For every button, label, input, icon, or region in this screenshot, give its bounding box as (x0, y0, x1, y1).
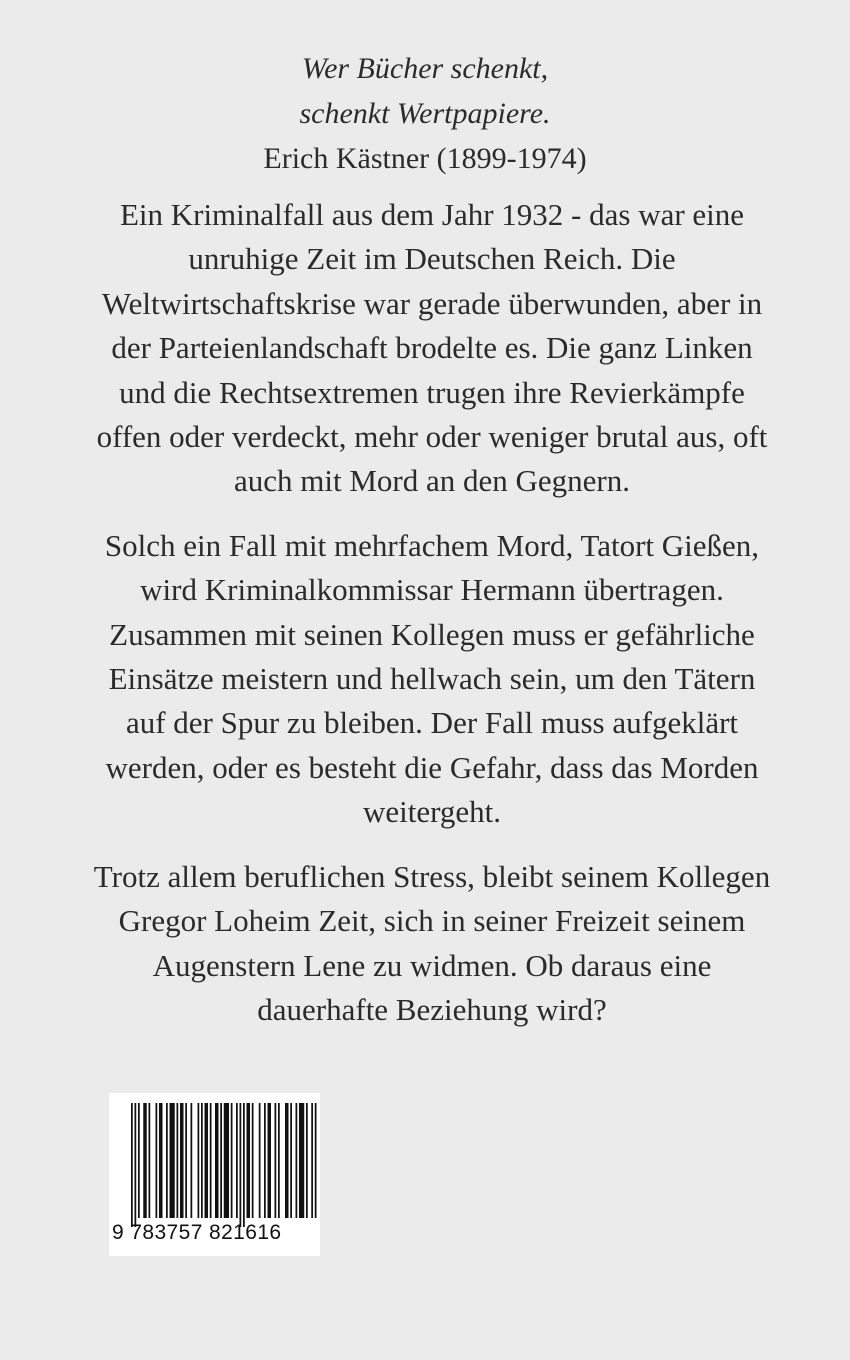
barcode-bar (243, 1103, 245, 1227)
barcode-bar (296, 1103, 298, 1218)
barcode-bar (240, 1103, 242, 1227)
barcode-bar (156, 1103, 158, 1218)
barcode-bar (268, 1103, 272, 1218)
barcode-bar (180, 1103, 184, 1218)
barcode-bar (220, 1103, 222, 1218)
barcode-bar (315, 1103, 317, 1218)
barcode-bar (275, 1103, 277, 1218)
barcode-bar (210, 1103, 212, 1218)
barcode-bar (278, 1103, 280, 1218)
barcode-bar (138, 1103, 140, 1218)
barcode-bar (252, 1103, 254, 1218)
barcode-bar (166, 1103, 168, 1218)
barcode-bar (285, 1103, 289, 1218)
barcode-bar (198, 1103, 200, 1218)
barcode-bar (231, 1103, 233, 1218)
blurb-paragraph-1: Ein Kriminalfall aus dem Jahr 1932 - das war eine unruhige Zeit im Deutschen Reich. Die Weltwirtschaftskrise war gerade überwunden, aber in der Parteienlandschaft brodelte es. Die ganz Linken und die Rechtsextremen trugen ihre Revierkämpfe offen oder verdeckt, mehr oder weniger brutal aus, oft auch mit Mord an den Gegnern. (96, 197, 768, 499)
barcode-bar (177, 1103, 179, 1218)
barcode-bar (205, 1103, 209, 1218)
barcode-bar (236, 1103, 238, 1218)
barcode-bar (149, 1103, 151, 1218)
barcode-bar (290, 1103, 292, 1218)
barcode-bar (247, 1103, 251, 1218)
barcode-bar (143, 1103, 147, 1218)
blurb-text (92, 193, 772, 1052)
barcode-bar (299, 1103, 304, 1218)
blurb-paragraph-2: Solch ein Fall mit mehrfachem Mord, Tatort Gießen, wird Kriminalkommissar Hermann übertragen. Zusammen mit seinen Kollegen muss er gefährliche Einsätze meistern und hellwach sein, um den Tätern auf der Spur zu bleiben. Der Fall muss aufgeklärt werden, oder es besteht die Gefahr, dass das Morden weitergeht. (104, 527, 760, 830)
barcode-bar (224, 1103, 229, 1218)
barcode-bar (135, 1103, 137, 1227)
quote-line-1: Wer Bücher schenkt, (301, 52, 549, 85)
isbn-barcode (109, 1093, 320, 1256)
blurb-paragraph-3: Trotz allem beruflichen Stress, bleibt seinem Kollegen Gregor Loheim Zeit, sich in seiner Freizeit seinem Augenstern Lene zu widmen. Ob daraus eine dauerhafte Beziehung wird? (93, 858, 771, 1027)
barcode-bar (259, 1103, 261, 1218)
barcode-bar (191, 1103, 193, 1218)
barcode-bar (131, 1103, 133, 1227)
barcode-bar (201, 1103, 203, 1218)
epigraph-quote (0, 46, 850, 181)
barcode-bar (311, 1103, 313, 1218)
isbn-digits: 9 783757 821616 (112, 1221, 282, 1244)
quote-line-2: schenkt Wertpapiere. (299, 97, 551, 130)
barcode-bar (215, 1103, 219, 1218)
barcode-bar (159, 1103, 163, 1218)
barcode-bar (170, 1103, 175, 1218)
barcode-bar (185, 1103, 187, 1218)
quote-author: Erich Kästner (1899-1974) (263, 142, 587, 175)
barcode-bar (306, 1103, 308, 1218)
barcode-bar (264, 1103, 266, 1218)
